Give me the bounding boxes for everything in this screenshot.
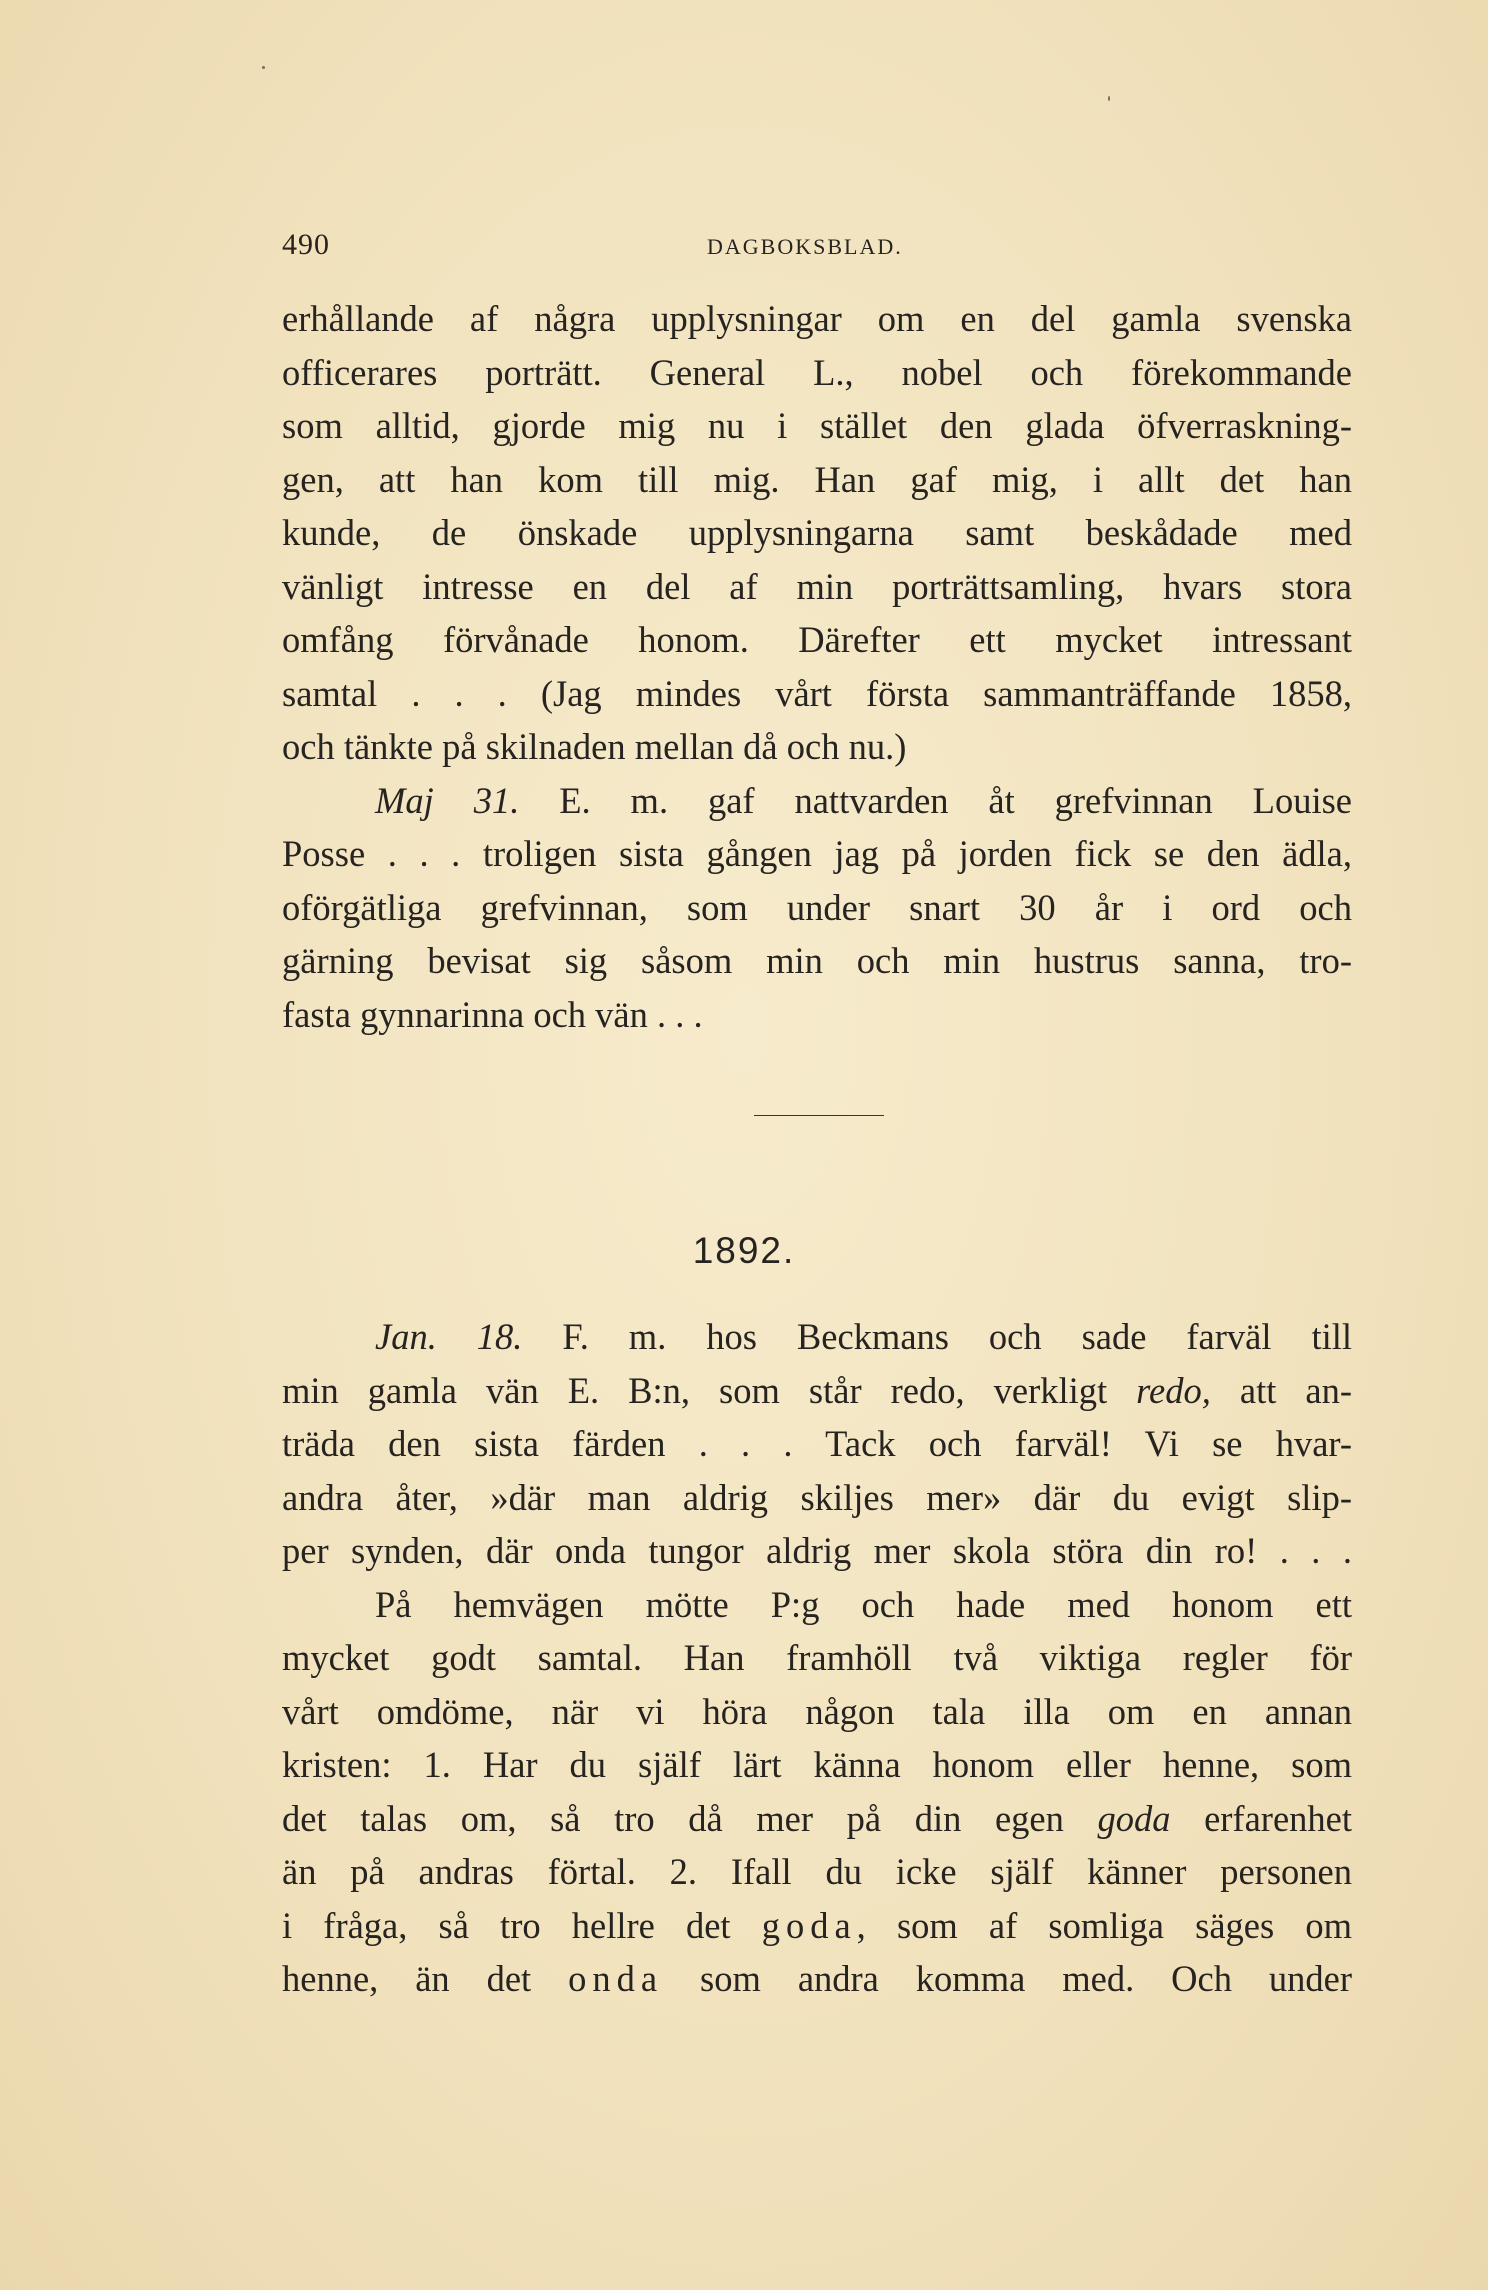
text-line: officerares porträtt. General L., nobel och förekommande bbox=[282, 351, 1352, 393]
page-header bbox=[282, 228, 1352, 268]
text-line: gärning bevisat sig såsom min och min hustrus sanna, tro- bbox=[282, 940, 1352, 981]
text-span: i fråga, så tro hellre det bbox=[282, 1904, 762, 1946]
text-line: som alltid, gjorde mig nu i stället den glada öfverraskning- bbox=[282, 405, 1352, 446]
page-number: 490 bbox=[282, 228, 330, 261]
text-line: erhållande af några upplysningar om en del gamla svenska bbox=[282, 298, 1352, 339]
text-line: kristen: 1. Har du själf lärt känna honom eller henne, som bbox=[282, 1744, 1352, 1785]
text-line: gen, att han kom till mig. Han gaf mig, i allt det han bbox=[282, 458, 1352, 500]
entry-date: Jan. 18. bbox=[375, 1316, 523, 1357]
entry-text: E. m. gaf nattvarden åt grefvinnan Louise bbox=[559, 779, 1353, 821]
text-line: samtal . . . (Jag mindes vårt första sammanträffande 1858, bbox=[282, 672, 1352, 714]
text-span: henne, än det bbox=[282, 1958, 569, 1999]
text-line: omfång förvånade honom. Därefter ett mycket intressant bbox=[282, 619, 1352, 660]
entry-jan-first-line bbox=[282, 1310, 1352, 1364]
text-line: Posse . . . troligen sista gången jag på jorden fick se den ädla, bbox=[282, 833, 1352, 874]
text-line: mycket godt samtal. Han framhöll två viktiga regler för bbox=[282, 1637, 1352, 1678]
entry-may-first-line bbox=[282, 774, 1352, 828]
emphasis-text: onda bbox=[568, 1958, 664, 1999]
year-heading: 1892. bbox=[692, 1230, 796, 1271]
text-line: fasta gynnarinna och vän . . . bbox=[282, 993, 703, 1035]
emphasis-text: goda bbox=[1097, 1797, 1171, 1839]
running-head: DAGBOKSBLAD. bbox=[707, 234, 903, 259]
text-span: erfarenhet bbox=[1170, 1797, 1352, 1839]
emphasis-text: redo, bbox=[1136, 1369, 1211, 1411]
entry-date: Maj 31. bbox=[375, 779, 520, 821]
paper-speck bbox=[1108, 96, 1110, 101]
text-line: andra åter, »där man aldrig skiljes mer» där du evigt slip- bbox=[282, 1476, 1352, 1518]
section-divider bbox=[754, 1115, 884, 1116]
text-line bbox=[282, 1899, 1352, 1953]
text-line bbox=[282, 1952, 1352, 2006]
text-line: vänligt intresse en del af min porträttsamling, hvars stora bbox=[282, 565, 1352, 607]
text-span: som andra komma med. Och under bbox=[663, 1958, 1352, 1999]
text-span: , som af somliga säges om bbox=[856, 1904, 1352, 1946]
text-line: På hemvägen mötte P:g och hade med honom ett bbox=[375, 1583, 1352, 1625]
text-section-2 bbox=[282, 1310, 1352, 2006]
text-line: än på andras förtal. 2. Ifall du icke själf känner personen bbox=[282, 1851, 1352, 1892]
text-span: det talas om, så tro då mer på din egen bbox=[282, 1797, 1098, 1839]
text-line: och tänkte på skilnaden mellan då och nu.) bbox=[282, 726, 907, 767]
text-line bbox=[282, 1364, 1352, 1418]
entry-text: F. m. hos Beckmans och sade farväl till bbox=[562, 1316, 1353, 1357]
emphasis-text: goda bbox=[761, 1904, 857, 1946]
text-span: min gamla vän E. B:n, som står redo, verkligt bbox=[282, 1369, 1137, 1411]
text-line: vårt omdöme, när vi höra någon tala illa om en annan bbox=[282, 1690, 1352, 1732]
text-section-1 bbox=[282, 292, 1352, 1041]
text-line: kunde, de önskade upplysningarna samt beskådade med bbox=[282, 512, 1352, 553]
text-span: att an- bbox=[1210, 1369, 1352, 1411]
text-line: per synden, där onda tungor aldrig mer skola störa din ro! . . . bbox=[282, 1530, 1352, 1571]
paper-speck bbox=[262, 66, 265, 69]
text-line bbox=[282, 1792, 1352, 1846]
text-line: oförgätliga grefvinnan, som under snart 30 år i ord och bbox=[282, 886, 1352, 928]
text-line: träda den sista färden . . . Tack och farväl! Vi se hvar- bbox=[282, 1423, 1352, 1464]
